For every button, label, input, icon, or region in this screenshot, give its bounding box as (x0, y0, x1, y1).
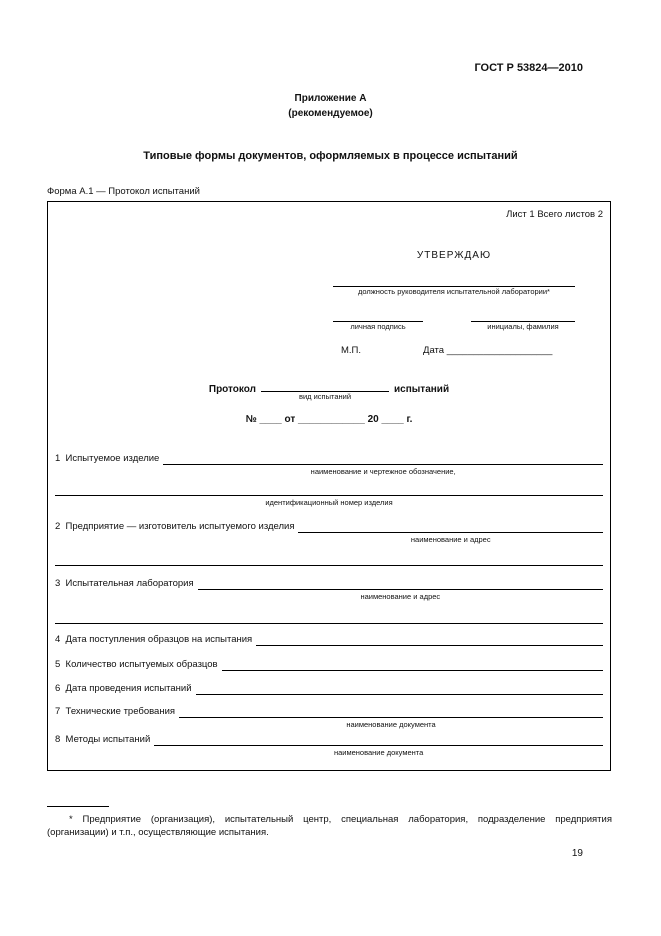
initials-blank-line (471, 312, 575, 331)
position-blank-line (333, 277, 575, 296)
initials-caption: инициалы, фамилия (487, 322, 559, 331)
stamp-label: М.П. (341, 345, 362, 356)
item-label: 2 Предприятие — изготовитель испытуемого изделия (55, 521, 295, 532)
fill-line (163, 452, 603, 476)
item-label: 8 Методы испытаний (55, 734, 151, 745)
item-label: 5 Количество испытуемых образцов (55, 659, 218, 670)
fill-line (179, 705, 603, 729)
protocol-number-row: № ____ от ____________ 20 ____ г. (245, 414, 413, 425)
fill-caption: наименование и адрес (410, 535, 491, 544)
fill-caption: наименование и адрес (360, 592, 441, 601)
fill-caption: наименование документа (346, 720, 436, 729)
item-row-8 (55, 733, 603, 757)
protocol-title-row (55, 383, 603, 401)
approve-title: УТВЕРЖДАЮ (416, 250, 492, 261)
footnote-rule (47, 806, 109, 807)
item-row-1 (55, 452, 603, 476)
item-label: 6 Дата проведения испытаний (55, 683, 192, 694)
protocol-form (47, 201, 611, 771)
signature-row (333, 312, 575, 331)
stamp-date-row (333, 345, 575, 356)
appendix-kind: (рекомендуемое) (288, 108, 373, 119)
fill-line (196, 682, 603, 695)
fill-line (298, 520, 603, 544)
appendix-title: Приложение А (294, 93, 367, 104)
position-caption: должность руководителя испытательной лаборатории* (358, 287, 550, 296)
fill-line (55, 553, 603, 566)
fill-caption: идентификационный номер изделия (265, 498, 393, 507)
item-label: 3 Испытательная лаборатория (55, 578, 194, 589)
item-row-6 (55, 682, 603, 695)
form-caption: Форма А.1 — Протокол испытаний (47, 186, 200, 197)
sheet-info: Лист 1 Всего листов 2 (506, 209, 603, 220)
form-items (55, 452, 603, 757)
date-label: Дата ____________________ (423, 345, 553, 356)
item-row-3 (55, 577, 603, 601)
item-row-7 (55, 705, 603, 729)
page-number: 19 (571, 848, 583, 859)
item-row-1-continuation (55, 483, 603, 507)
item-row-2-continuation (55, 553, 603, 566)
item-label: 4 Дата поступления образцов на испытания (55, 634, 253, 645)
item-row-3-continuation (55, 611, 603, 624)
fill-line (198, 577, 603, 601)
item-label: 1 Испытуемое изделие (55, 453, 160, 464)
item-row-4 (55, 633, 603, 646)
fill-caption: наименование документа (333, 748, 424, 757)
signature-caption: личная подпись (350, 322, 406, 331)
fill-line (55, 611, 603, 624)
fill-line (222, 658, 603, 671)
item-label: 7 Технические требования (55, 706, 176, 717)
protocol-suffix: испытаний (394, 384, 450, 395)
appendix-heading (0, 91, 661, 121)
protocol-prefix: Протокол (208, 384, 257, 395)
fill-line (256, 633, 603, 646)
fill-line (154, 733, 603, 757)
fill-caption: наименование и чертежное обозначение, (310, 467, 456, 476)
signature-blank-line (333, 312, 423, 331)
approval-block (333, 250, 575, 356)
protocol-type-caption: вид испытаний (298, 392, 352, 401)
section-title: Типовые формы документов, оформляемых в процессе испытаний (143, 150, 518, 162)
footnote (47, 806, 612, 839)
footnote-text: * Предприятие (организация), испытательный центр, специальная лаборатория, подразделение предприятия (организации) и т.п., осуществляющие испытания. (47, 814, 612, 838)
protocol-type-blank-line (261, 383, 389, 401)
item-row-2 (55, 520, 603, 544)
item-row-5 (55, 658, 603, 671)
standard-number: ГОСТ Р 53824—2010 (474, 62, 583, 74)
fill-line (55, 483, 603, 507)
